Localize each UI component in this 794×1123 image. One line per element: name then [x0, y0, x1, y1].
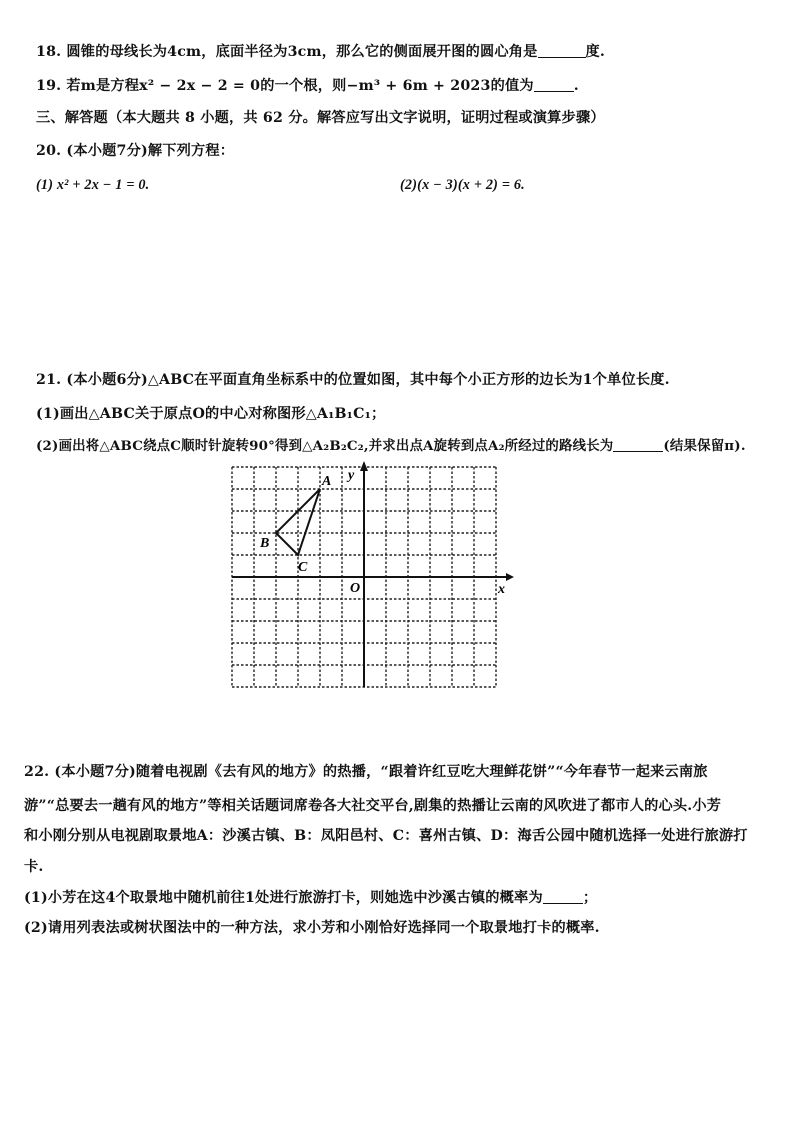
point-label-b: B [260, 536, 270, 551]
axes [232, 461, 514, 687]
q19-text: 19. 若m是方程x² − 2x − 2 = 0的一个根，则−m³ + 6m + 2023的值为 [36, 78, 534, 94]
coordinate-grid-figure [232, 467, 505, 707]
q22-part1-text: (1)小芳在这4个取景地中随机前往1处进行旅游打卡，则她选中沙溪古镇的概率为 [24, 890, 543, 906]
q22-line-3: 和小刚分别从电视剧取景地A：沙溪古镇、B：凤阳邑村、C：喜州古镇、D：海舌公园中随机选择一处进行旅游打 [24, 828, 748, 844]
y-axis-arrow [360, 461, 368, 471]
section-3-heading: 三、解答题（本大题共 8 小题，共 62 分。解答应写出文字说明，证明过程或演算步骤） [36, 110, 605, 126]
q22-line-4: 卡. [24, 859, 44, 875]
q22-line-1: 22. (本小题7分)随着电视剧《去有风的地方》的热播，“跟着许红豆吃大理鲜花饼”“今年春节一起来云南旅 [24, 764, 708, 780]
q21-part2 [36, 436, 746, 456]
question-19 [36, 76, 579, 96]
q22-line-2: 游”“总要去一趟有风的地方”等相关话题词席卷各大社交平台,剧集的热播让云南的风吹进了都市人的心头.小芳 [24, 798, 722, 814]
question-18 [36, 42, 605, 62]
q22-part1-suffix: ； [582, 890, 598, 906]
q19-suffix: . [573, 78, 579, 94]
q21-title: 21. (本小题6分)△ABC在平面直角坐标系中的位置如图，其中每个小正方形的边长为1个单位长度. [36, 372, 670, 388]
q22-part1 [24, 888, 597, 908]
point-label-c: C [298, 560, 308, 575]
q18-answer-blank[interactable] [538, 43, 586, 58]
q20-part1 [36, 175, 149, 195]
y-axis-label: y [348, 468, 355, 483]
q22-answer-blank[interactable] [543, 889, 583, 904]
x-axis-label: x [498, 582, 505, 597]
origin-label: O [350, 581, 361, 596]
x-axis-arrow [506, 573, 514, 581]
coordinate-grid [232, 467, 505, 707]
q20-part2 [400, 175, 525, 195]
q22-part2: (2)请用列表法或树状图法中的一种方法，求小芳和小刚恰好选择同一个取景地打卡的概率. [24, 920, 600, 936]
point-label-a: A [322, 474, 332, 489]
q19-answer-blank[interactable] [534, 77, 574, 92]
q18-suffix: 度. [585, 44, 606, 60]
q21-answer-blank[interactable] [613, 437, 663, 452]
q21-part1: (1)画出△ABC关于原点O的中心对称图形△A₁B₁C₁； [36, 406, 386, 422]
q18-text: 18. 圆锥的母线长为4cm，底面半径为3cm，那么它的侧面展开图的圆心角是 [36, 44, 538, 60]
q21-part2-text: (2)画出将△ABC绕点C顺时针旋转90°得到△A₂B₂C₂,并求出点A旋转到点A₂所经过的路线长为 [36, 438, 614, 454]
q20-equation-2: (2)(x − 3)(x + 2) = 6. [400, 177, 525, 193]
q20-equation-1: (1) x² + 2x − 1 = 0. [36, 177, 150, 193]
q20-title: 20. (本小题7分)解下列方程： [36, 143, 235, 159]
q21-part2-suffix: (结果保留π). [663, 438, 746, 454]
